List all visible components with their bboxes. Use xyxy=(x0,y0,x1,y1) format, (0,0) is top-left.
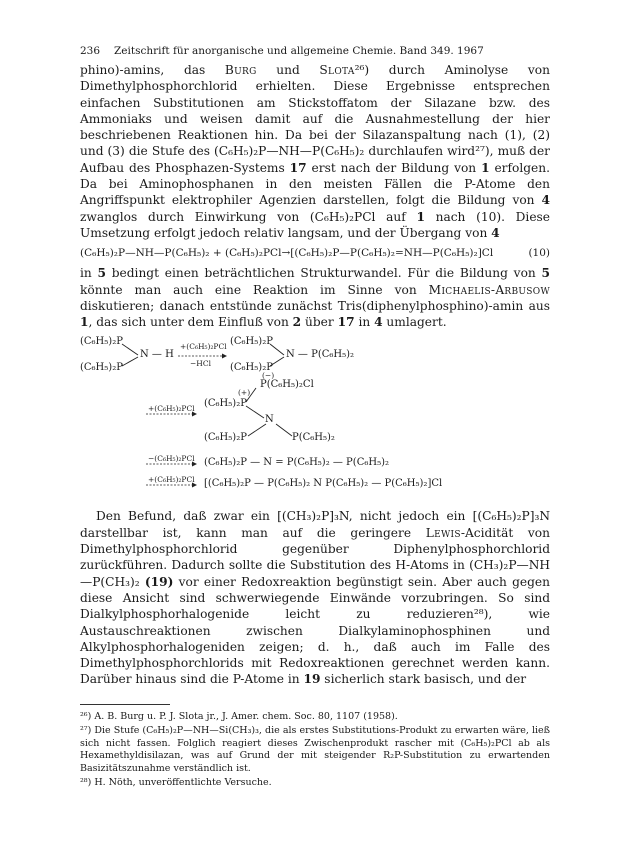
structure-3-n: N xyxy=(265,414,274,426)
text-run: Den Befund, daß zwar ein [(CH₃)₂P]₃N, nicht jedoch ein [(C₆H₅)₂P]₃N darstellbar ist, kann man auf die geringere xyxy=(80,509,550,540)
running-header xyxy=(80,40,550,62)
structure-3-right: P(C₆H₅)₂ xyxy=(292,432,335,444)
structure-1-bottom: (C₆H₅)₂P xyxy=(80,362,123,374)
footnote-26: ²⁶) A. B. Burg u. P. J. Slota jr., J. Amer. chem. Soc. 80, 1107 (1958). xyxy=(80,710,398,722)
charge-minus: (−) xyxy=(262,371,275,381)
paragraph-3 xyxy=(80,508,550,687)
reaction-scheme xyxy=(80,336,550,498)
structure-3-top: (C₆H₅)₂P xyxy=(204,398,247,410)
structure-3-pcl: P(C₆H₅)₂Cl xyxy=(260,379,314,391)
author-name: Burg xyxy=(224,63,257,77)
text-run: in xyxy=(354,315,375,330)
compound-number: 5 xyxy=(97,266,106,281)
structure-1-nh: N — H xyxy=(140,349,174,361)
author-name: Slota xyxy=(319,63,355,77)
structure-2-top: (C₆H₅)₂P xyxy=(230,336,273,348)
author-name: Michaelis-Arbusow xyxy=(428,282,550,297)
footnote-27: ²⁷) Die Stufe (C₆H₅)₂P—NH—Si(CH₃)₃, die als erstes Substitutions-Produkt zu erwarten wäre, ließ sich nicht fassen. Folglich reagiert dieses Zwischenprodukt rascher mit (C₆H₅)₂PCl ab als Hexamethyldisilazan, was auf Grund der mit steigender R₂P-Substitution zu erwartenden Basizitätszunahme verständlich ist. xyxy=(80,725,550,774)
paragraph-2 xyxy=(80,265,550,330)
structure-5: [(C₆H₅)₂P — P(C₆H₅)₂ N P(C₆H₅)₂ — P(C₆H₅)₂]Cl xyxy=(204,478,443,490)
compound-number: 2 xyxy=(292,315,302,330)
compound-number: (19) xyxy=(144,574,174,589)
text-run: erfolgen. Da bei Aminophosphanen in den meisten Fällen die P-Atome den Angriffspunkt elektrophiler Agenzien darstellen, folgt die Bildung von xyxy=(80,160,550,208)
text-run: ²⁶) durch Aminolyse von Dimethylphosphorchlorid erhielten. Diese Ergebnisse entsprechen einfachen Substitutionen am Stickstoffatom der Silazane bzw. des Ammoniaks und weisen damit auf die Ausnahmestellung der hier beschriebenen Reaktionen hin. Da bei der Silazanspaltung nach (1), (2) und (3) die Stufe des (C₆H₅)₂P—NH—P(C₆H₅)₂ durchlaufen wird²⁷), muß der Aufbau des Phosphazen-Systems xyxy=(80,63,550,175)
scheme-lines xyxy=(80,336,550,498)
arrow-2-label: +(C₆H₅)₂PCl xyxy=(148,404,195,414)
author-name: Lewis xyxy=(425,525,461,540)
equation-10 xyxy=(80,247,550,259)
arrow-1-top-label: +(C₆H₅)₂PCl xyxy=(180,342,227,352)
charge-plus: (+) xyxy=(238,388,251,398)
text-run: diskutieren; danach entstünde zunächst Tris(diphenylphosphino)-amin aus xyxy=(80,298,550,313)
equation-formula: (C₆H₅)₂P—NH—P(C₆H₅)₂ + (C₆H₅)₂PCl→[(C₆H₅)₂P—P(C₆H₅)₂=NH—P(C₆H₅)₂]Cl xyxy=(80,247,494,260)
text-run: bedingt einen beträchtlichen Strukturwandel. Für die Bildung von xyxy=(105,266,542,281)
page-number: 236 xyxy=(80,45,101,57)
text-run: vor einer Redoxreaktion begünstigt sein. Aber auch gegen diese Ansicht sind schwerwiegende Einwände vorzubringen. So sind Dialkylphosphorhalogenide leicht zu reduzieren²⁸), wie Austauschreaktionen zwischen Dialkylaminophosphinen und Alkylphosphorhalogeniden zeigen; d. h., daß auch im Falle des Dimethylphosphorchlorids mit Redoxreaktionen gerechnet werden kann. Darüber hinaus sind die P-Atome in xyxy=(80,574,550,687)
text-run: erst nach der Bildung von xyxy=(306,160,482,175)
text-run: in xyxy=(80,266,98,281)
text-run: -Acidität von Dimethylphosphorchlorid gegenüber Diphenylphosphorchlorid zurückführen. Dadurch sollte die Substitution des H-Atoms in (CH₃)₂P—NH—P(CH₃)₂ xyxy=(80,525,550,589)
compound-number: 1 xyxy=(481,160,490,175)
compound-number: 1 xyxy=(416,209,425,224)
structure-2-n: N — P(C₆H₅)₂ xyxy=(286,349,355,361)
text-run: , das sich unter dem Einfluß von xyxy=(88,315,293,330)
arrow-1-bottom-label: −HCl xyxy=(190,359,211,369)
text-run: könnte man auch eine Reaktion im Sinne von xyxy=(80,282,429,297)
compound-number: 5 xyxy=(541,266,550,281)
structure-2-bottom: (C₆H₅)₂P xyxy=(230,362,273,374)
text-run: phino)-amins, das xyxy=(80,63,225,77)
equation-number: (10) xyxy=(528,247,550,260)
text-run: nach (10). Diese Umsetzung erfolgt jedoch relativ langsam, und der Übergang von xyxy=(80,209,550,240)
compound-number: 4 xyxy=(541,193,550,208)
structure-1-top: (C₆H₅)₂P xyxy=(80,336,123,348)
text-run: zwanglos durch Einwirkung von (C₆H₅)₂PCl auf xyxy=(80,209,417,224)
text-run: umlagert. xyxy=(382,315,447,330)
compound-number: 17 xyxy=(289,160,307,175)
compound-number: 1 xyxy=(80,315,89,330)
structure-3-bottom: (C₆H₅)₂P xyxy=(204,432,247,444)
arrow-4-label: +(C₆H₅)₂PCl xyxy=(148,475,195,485)
paragraph-1 xyxy=(80,62,550,241)
text-run: sicherlich stark basisch, und der xyxy=(320,672,527,687)
footnote-divider xyxy=(80,704,170,705)
page xyxy=(80,40,550,792)
compound-number: 17 xyxy=(337,315,355,330)
compound-number: 19 xyxy=(303,672,321,687)
running-title: Zeitschrift für anorganische und allgemeine Chemie. Band 349. 1967 xyxy=(114,45,484,57)
arrow-3-label: −(C₆H₅)₂PCl xyxy=(148,454,195,464)
text-run: und xyxy=(256,63,320,77)
text-run: über xyxy=(301,315,338,330)
structure-4: (C₆H₅)₂P — N = P(C₆H₅)₂ — P(C₆H₅)₂ xyxy=(204,457,389,469)
compound-number: 4 xyxy=(374,315,383,330)
compound-number: 4 xyxy=(491,225,500,240)
footnote-28: ²⁸) H. Nöth, unveröffentlichte Versuche. xyxy=(80,777,272,789)
